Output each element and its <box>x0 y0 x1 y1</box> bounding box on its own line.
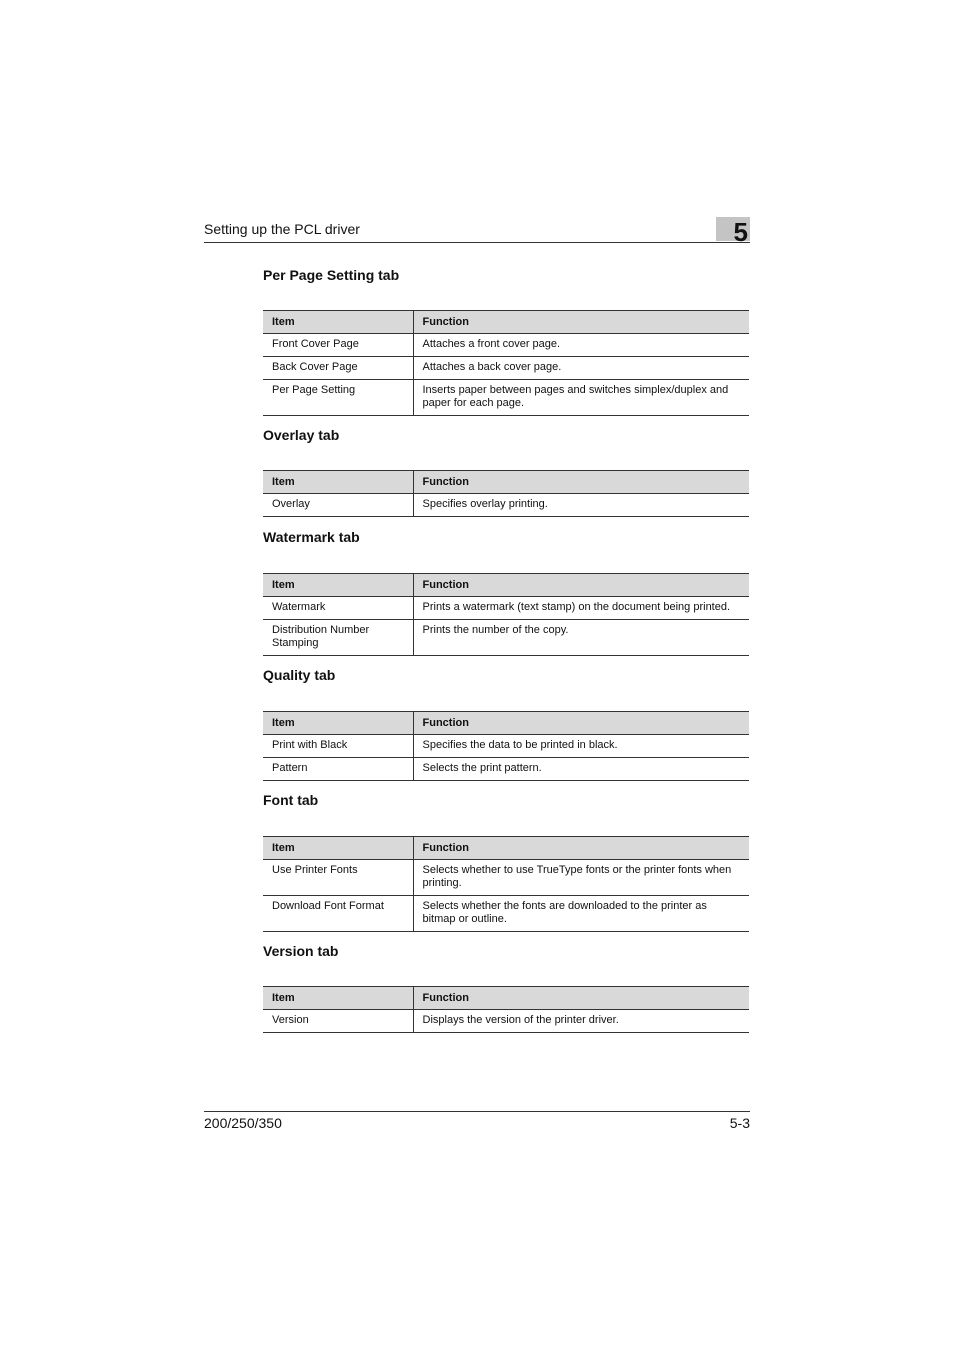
item-cell: Overlay <box>263 494 413 517</box>
section-heading: Watermark tab <box>263 529 360 545</box>
column-header-item: Item <box>263 712 413 735</box>
table-row <box>263 860 749 896</box>
item-cell: Watermark <box>263 597 413 620</box>
table-row <box>263 597 749 620</box>
function-cell: Prints the number of the copy. <box>413 620 749 656</box>
column-header-function: Function <box>413 987 749 1010</box>
font-table <box>263 836 749 932</box>
table-row <box>263 1010 749 1033</box>
table-row <box>263 758 749 781</box>
section-quality <box>263 666 749 774</box>
function-cell: Selects whether to use TrueType fonts or the printer fonts when printing. <box>413 860 749 896</box>
section-watermark <box>263 528 749 649</box>
column-header-function: Function <box>413 311 749 334</box>
chapter-number: 5 <box>733 217 748 247</box>
table-header-row <box>263 837 749 860</box>
section-overlay <box>263 426 749 510</box>
table-header-row <box>263 987 749 1010</box>
column-header-function: Function <box>413 471 749 494</box>
column-header-item: Item <box>263 574 413 597</box>
column-header-item: Item <box>263 987 413 1010</box>
table-row <box>263 896 749 932</box>
table-row <box>263 494 749 517</box>
section-heading: Font tab <box>263 792 319 808</box>
column-header-function: Function <box>413 574 749 597</box>
table-header-row <box>263 574 749 597</box>
page-footer <box>204 1111 750 1136</box>
table-header-row <box>263 311 749 334</box>
table-row <box>263 735 749 758</box>
function-cell: Prints a watermark (text stamp) on the document being printed. <box>413 597 749 620</box>
item-cell: Pattern <box>263 758 413 781</box>
section-per-page-setting <box>263 266 749 409</box>
watermark-table <box>263 573 749 656</box>
item-cell: Back Cover Page <box>263 357 413 380</box>
item-cell: Download Font Format <box>263 896 413 932</box>
section-version <box>263 942 749 1026</box>
overlay-table <box>263 470 749 517</box>
section-heading: Version tab <box>263 943 339 959</box>
function-cell: Selects whether the fonts are downloaded to the printer as bitmap or outline. <box>413 896 749 932</box>
section-heading: Quality tab <box>263 667 336 683</box>
section-heading: Overlay tab <box>263 427 340 443</box>
function-cell: Specifies the data to be printed in black. <box>413 735 749 758</box>
function-cell: Attaches a back cover page. <box>413 357 749 380</box>
table-row <box>263 334 749 357</box>
chapter-badge <box>716 217 750 247</box>
item-cell: Front Cover Page <box>263 334 413 357</box>
item-cell: Version <box>263 1010 413 1033</box>
version-table <box>263 986 749 1033</box>
item-cell: Use Printer Fonts <box>263 860 413 896</box>
table-header-row <box>263 712 749 735</box>
column-header-item: Item <box>263 837 413 860</box>
table-header-row <box>263 471 749 494</box>
item-cell: Per Page Setting <box>263 380 413 416</box>
column-header-function: Function <box>413 837 749 860</box>
function-cell: Attaches a front cover page. <box>413 334 749 357</box>
function-cell: Specifies overlay printing. <box>413 494 749 517</box>
footer-model: 200/250/350 <box>204 1115 282 1131</box>
per-page-setting-table <box>263 310 749 416</box>
column-header-item: Item <box>263 471 413 494</box>
quality-table <box>263 711 749 781</box>
section-font <box>263 791 749 925</box>
function-cell: Inserts paper between pages and switches simplex/duplex and paper for each page. <box>413 380 749 416</box>
function-cell: Displays the version of the printer driver. <box>413 1010 749 1033</box>
item-cell: Distribution Number Stamping <box>263 620 413 656</box>
function-cell: Selects the print pattern. <box>413 758 749 781</box>
table-row <box>263 357 749 380</box>
column-header-function: Function <box>413 712 749 735</box>
table-row <box>263 620 749 656</box>
header-title: Setting up the PCL driver <box>204 221 360 237</box>
page-header <box>204 217 750 247</box>
footer-page-number: 5-3 <box>729 1115 750 1131</box>
column-header-item: Item <box>263 311 413 334</box>
table-row <box>263 380 749 416</box>
section-heading: Per Page Setting tab <box>263 267 400 283</box>
item-cell: Print with Black <box>263 735 413 758</box>
